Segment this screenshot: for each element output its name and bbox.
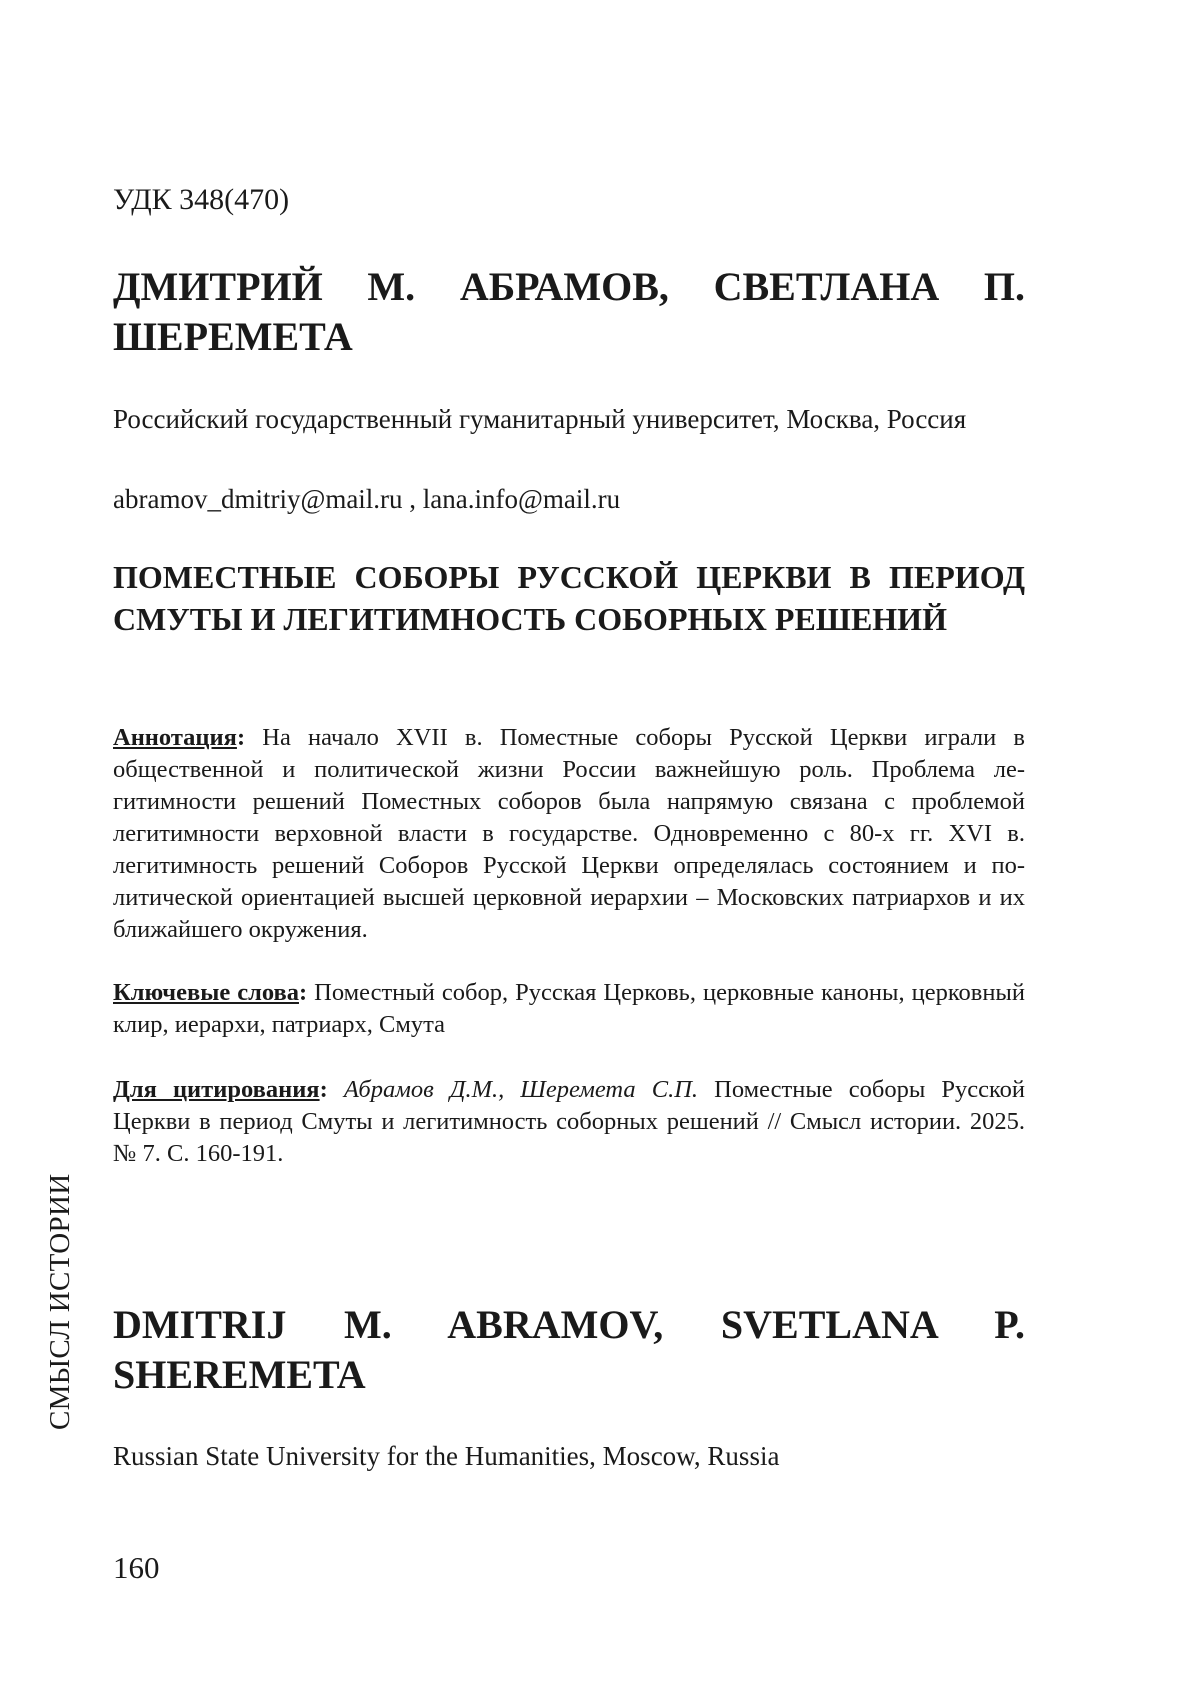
- journal-side-label: СМЫСЛ ИСТОРИИ: [44, 1130, 76, 1430]
- keywords: [113, 977, 1025, 1041]
- citation-label: Для цитирования: [113, 1076, 320, 1103]
- author-emails: abramov_dmitriy@mail.ru , lana.info@mail.ru: [113, 481, 1025, 517]
- page-number: 160: [113, 1548, 160, 1588]
- abstract-text: На начало XVII в. Поместные соборы Русской Церкви играли в общественной и политической жизни России важнейшую роль. Проблема ле­гитимности решений Поместных соборов была напрямую связана с проблемой легитимности верховной власти в государстве. Одновременно с 80-х гг. XVI в. легитимность решений Соборов Русской Церкви определялась состоянием и по­литической ориентацией высшей церковной иерархии – Московских патриархов и их ближайшего окружения.: [113, 724, 1025, 943]
- abstract-colon: :: [237, 724, 245, 751]
- abstract: [113, 722, 1025, 946]
- abstract-label: Аннотация: [113, 724, 237, 751]
- citation-colon: :: [320, 1076, 328, 1103]
- article-title-ru: ПОМЕСТНЫЕ СОБОРЫ РУССКОЙ ЦЕРКВИ В ПЕРИ­ОД СМУТЫ И ЛЕГИТИМНОСТЬ СОБОРНЫХ РЕШЕ­НИЙ: [113, 556, 1025, 640]
- keywords-colon: :: [299, 979, 307, 1006]
- keywords-text: Поместный собор, Русская Церковь, церковные каноны, цер­ковный клир, иерархи, патриарх, Смута: [113, 979, 1025, 1038]
- citation-text: Поместные соборы Русской Церкви в период Смуты и легитимность соборных решений // Смысл истории. 2025. № 7. С. 160-191.: [113, 1076, 1025, 1167]
- affiliation-ru: Российский государственный гуманитарный университет, Москва, Россия: [113, 401, 1025, 437]
- citation-authors: Абрамов Д.М., Шеремета С.П.: [344, 1076, 698, 1103]
- citation: [113, 1074, 1025, 1170]
- authors-en: DMITRIJ M. ABRAMOV, SVETLANA P. SHEREMETA: [113, 1300, 1025, 1400]
- journal-page: [0, 0, 1200, 1696]
- udk-code: УДК 348(470): [113, 180, 1025, 220]
- authors-ru: ДМИТРИЙ М. АБРАМОВ, СВЕТЛАНА П. ШЕРЕМЕТА: [113, 262, 1025, 362]
- keywords-label: Ключевые слова: [113, 979, 299, 1006]
- affiliation-en: Russian State University for the Humanities, Moscow, Russia: [113, 1438, 1025, 1474]
